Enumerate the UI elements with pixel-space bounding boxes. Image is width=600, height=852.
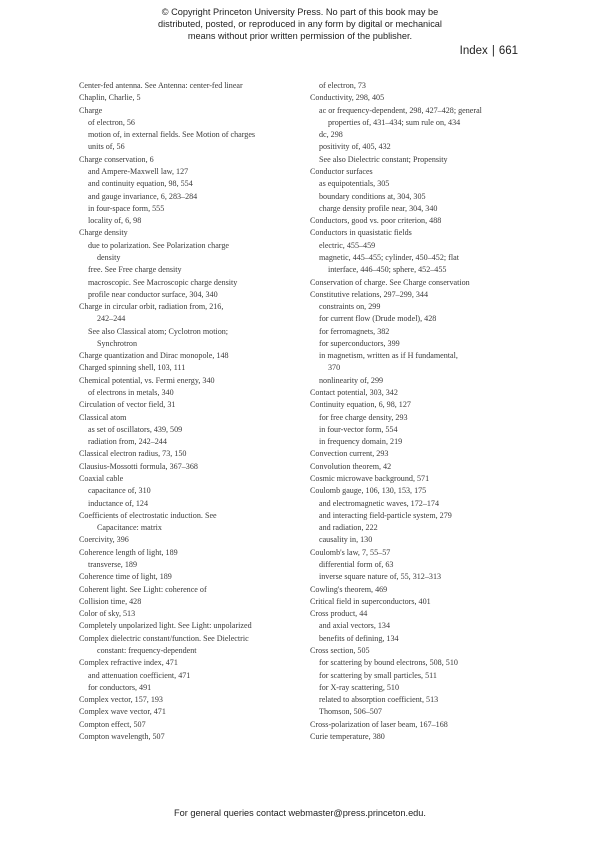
index-entry: differential form of, 63 xyxy=(319,559,394,569)
page-number: 661 xyxy=(498,45,518,57)
index-entry: magnetic, 445–455; cylinder, 450–452; flat xyxy=(319,252,459,262)
index-entry: Compton effect, 507 xyxy=(79,719,146,729)
index-entry: for current flow (Drude model), 428 xyxy=(319,314,437,324)
index-entry: Center-fed antenna. See Antenna: center-fed linear xyxy=(79,81,243,90)
index-entry: locality of, 6, 98 xyxy=(88,216,142,226)
index-entry: See also Classical atom; Cyclotron motion; xyxy=(88,326,229,336)
index-entry: Cosmic microwave background, 571 xyxy=(310,474,430,483)
index-entry: constant: frequency-dependent xyxy=(97,645,197,655)
index-entry: Cross-polarization of laser beam, 167–168 xyxy=(310,719,448,729)
index-entry: related to absorption coefficient, 513 xyxy=(319,695,439,705)
index-entry: and attenuation coefficient, 471 xyxy=(88,670,191,680)
index-entry: Conductor surfaces xyxy=(310,166,373,176)
index-entry: inverse square nature of, 55, 312–313 xyxy=(319,572,442,582)
index-entry: due to polarization. See Polarization charge xyxy=(88,240,229,250)
index-entry: Completely unpolarized light. See Light: unpolarized xyxy=(79,621,252,631)
index-entry: and continuity equation, 98, 554 xyxy=(88,179,193,189)
index-entry: interface, 446–450; sphere, 452–455 xyxy=(328,265,447,275)
index-entry: Classical electron radius, 73, 150 xyxy=(79,449,187,459)
index-entry: Complex refractive index, 471 xyxy=(79,658,178,668)
index-entry: for free charge density, 293 xyxy=(319,412,408,422)
copyright-line: distributed, posted, or reproduced in any form by digital or mechanical xyxy=(158,19,442,29)
index-entry: of electrons in metals, 340 xyxy=(88,388,174,398)
index-entry: as equipotentials, 305 xyxy=(319,179,390,189)
index-entry: boundary conditions at, 304, 305 xyxy=(319,191,426,201)
index-entry: Charge conservation, 6 xyxy=(79,154,154,164)
index-entry: Coaxial cable xyxy=(79,474,124,483)
index-entry: macroscopic. See Macroscopic charge density xyxy=(88,277,238,287)
index-entry: electric, 455–459 xyxy=(319,240,376,250)
index-entry: and Ampere-Maxwell law, 127 xyxy=(88,166,189,176)
index-entry: Coherent light. See Light: coherence of xyxy=(79,584,207,594)
index-entry: in four-vector form, 554 xyxy=(319,424,398,434)
index-entry: Conductors, good vs. poor criterion, 488 xyxy=(310,216,442,226)
index-entry: Complex vector, 157, 193 xyxy=(79,695,163,705)
index-entry: Contact potential, 303, 342 xyxy=(310,388,398,398)
index-entry: Chaplin, Charlie, 5 xyxy=(79,93,141,103)
index-entry: for X-ray scattering, 510 xyxy=(319,682,400,692)
index-entry: Coherence time of light, 189 xyxy=(79,572,172,582)
index-entry: Convolution theorem, 42 xyxy=(310,461,392,471)
index-entry: for conductors, 491 xyxy=(88,682,152,692)
index-entry: for ferromagnets, 382 xyxy=(319,326,390,336)
index-entry: Charge in circular orbit, radiation from, 216, xyxy=(79,302,224,312)
index-entry: positivity of, 405, 432 xyxy=(319,142,391,152)
index-entry: Capacitance: matrix xyxy=(97,523,162,533)
index-entry: Cross section, 505 xyxy=(310,645,370,655)
index-entry: ac or frequency-dependent, 298, 427–428; general xyxy=(319,105,482,115)
index-entry: Cross product, 44 xyxy=(310,609,368,619)
index-entry: dc, 298 xyxy=(319,130,343,140)
index-entry: in magnetism, written as if H fundamental, xyxy=(319,351,458,361)
index-entry: 370 xyxy=(328,363,341,373)
index-entry: Critical field in superconductors, 401 xyxy=(310,596,431,606)
index-entry: Convection current, 293 xyxy=(310,449,389,459)
index-entry: Charge xyxy=(79,105,103,115)
index-entry: Coercivity, 396 xyxy=(79,535,129,545)
index-entry: charge density profile near, 304, 340 xyxy=(319,203,438,213)
index-entry: Charged spinning shell, 103, 111 xyxy=(79,363,186,373)
index-entry: Clausius-Mossotti formula, 367–368 xyxy=(79,461,198,471)
index-entry: properties of, 431–434; sum rule on, 434 xyxy=(328,117,461,127)
index-entry: Compton wavelength, 507 xyxy=(79,731,165,741)
index-entry: and interacting field-particle system, 279 xyxy=(319,510,452,520)
index-column-left xyxy=(79,80,305,743)
index-entry: Coefficients of electrostatic induction. See xyxy=(79,510,217,520)
index-entry: motion of, in external fields. See Motion of charges xyxy=(88,130,256,140)
index-entry: and axial vectors, 134 xyxy=(319,621,391,631)
index-entry: density xyxy=(97,252,121,262)
index-entry: Conservation of charge. See Charge conservation xyxy=(310,277,470,287)
index-entry: Coherence length of light, 189 xyxy=(79,547,178,557)
index-entry: for scattering by small particles, 511 xyxy=(319,670,437,680)
index-entry: Charge quantization and Dirac monopole, 148 xyxy=(79,351,229,361)
index-entry: capacitance of, 310 xyxy=(88,486,151,496)
running-head xyxy=(460,45,518,57)
index-entry: Cowling's theorem, 469 xyxy=(310,584,388,594)
header-separator: | xyxy=(491,45,495,57)
index-entry: and gauge invariance, 6, 283–284 xyxy=(88,191,198,201)
index-entry: Complex wave vector, 471 xyxy=(79,707,166,717)
section-title: Index xyxy=(459,45,488,57)
index-entry: Conductors in quasistatic fields xyxy=(310,228,412,238)
index-entry: in four-space form, 555 xyxy=(88,203,165,213)
index-entry: See also Dielectric constant; Propensity xyxy=(319,154,448,164)
index-entry: 242–244 xyxy=(97,314,126,324)
index-entry: radiation from, 242–244 xyxy=(88,437,167,447)
index-entry: Coulomb's law, 7, 55–57 xyxy=(310,547,391,557)
index-entry: of electron, 56 xyxy=(88,117,135,127)
index-entry: causality in, 130 xyxy=(319,535,373,545)
index-entry: in frequency domain, 219 xyxy=(319,437,403,447)
index-entry: inductance of, 124 xyxy=(88,498,149,508)
index-entry: as set of oscillators, 439, 509 xyxy=(88,424,183,434)
index-entry: Conductivity, 298, 405 xyxy=(310,93,385,103)
copyright-line: means without prior written permission of the publisher. xyxy=(187,31,413,41)
index-entry: of electron, 73 xyxy=(319,81,366,90)
index-entry: Curie temperature, 380 xyxy=(310,731,385,741)
index-entry: free. See Free charge density xyxy=(88,265,182,275)
index-entry: Thomson, 506–507 xyxy=(319,707,382,717)
index-entry: Continuity equation, 6, 98, 127 xyxy=(310,400,411,410)
index-entry: constraints on, 299 xyxy=(319,302,381,312)
index-entry: and radiation, 222 xyxy=(319,523,378,533)
index-entry: and electromagnetic waves, 172–174 xyxy=(319,498,440,508)
index-entry: Collision time, 428 xyxy=(79,596,142,606)
index-entry: Circulation of vector field, 31 xyxy=(79,400,176,410)
index-column-right xyxy=(310,80,532,743)
index-entry: Constitutive relations, 297–299, 344 xyxy=(310,289,429,299)
index-entry: Coulomb gauge, 106, 130, 153, 175 xyxy=(310,486,427,496)
index-entry: benefits of defining, 134 xyxy=(319,633,399,643)
copyright-notice xyxy=(0,6,600,42)
footer-contact: For general queries contact webmaster@press.princeton.edu. xyxy=(174,808,426,818)
index-entry: Synchrotron xyxy=(97,338,138,348)
index-entry: Classical atom xyxy=(79,412,127,422)
index-entry: Chemical potential, vs. Fermi energy, 340 xyxy=(79,375,215,385)
index-entry: Color of sky, 513 xyxy=(79,609,136,619)
copyright-line: © Copyright Princeton University Press. No part of this book may be xyxy=(161,7,439,17)
index-entry: nonlinearity of, 299 xyxy=(319,375,384,385)
index-entry: Charge density xyxy=(79,228,128,238)
index-entry: units of, 56 xyxy=(88,142,125,152)
index-entry: for superconductors, 399 xyxy=(319,338,400,348)
index-entry: Complex dielectric constant/function. See Dielectric xyxy=(79,633,249,643)
index-entry: transverse, 189 xyxy=(88,559,137,569)
index-entry: profile near conductor surface, 304, 340 xyxy=(88,289,218,299)
index-entry: for scattering by bound electrons, 508, 510 xyxy=(319,658,458,668)
